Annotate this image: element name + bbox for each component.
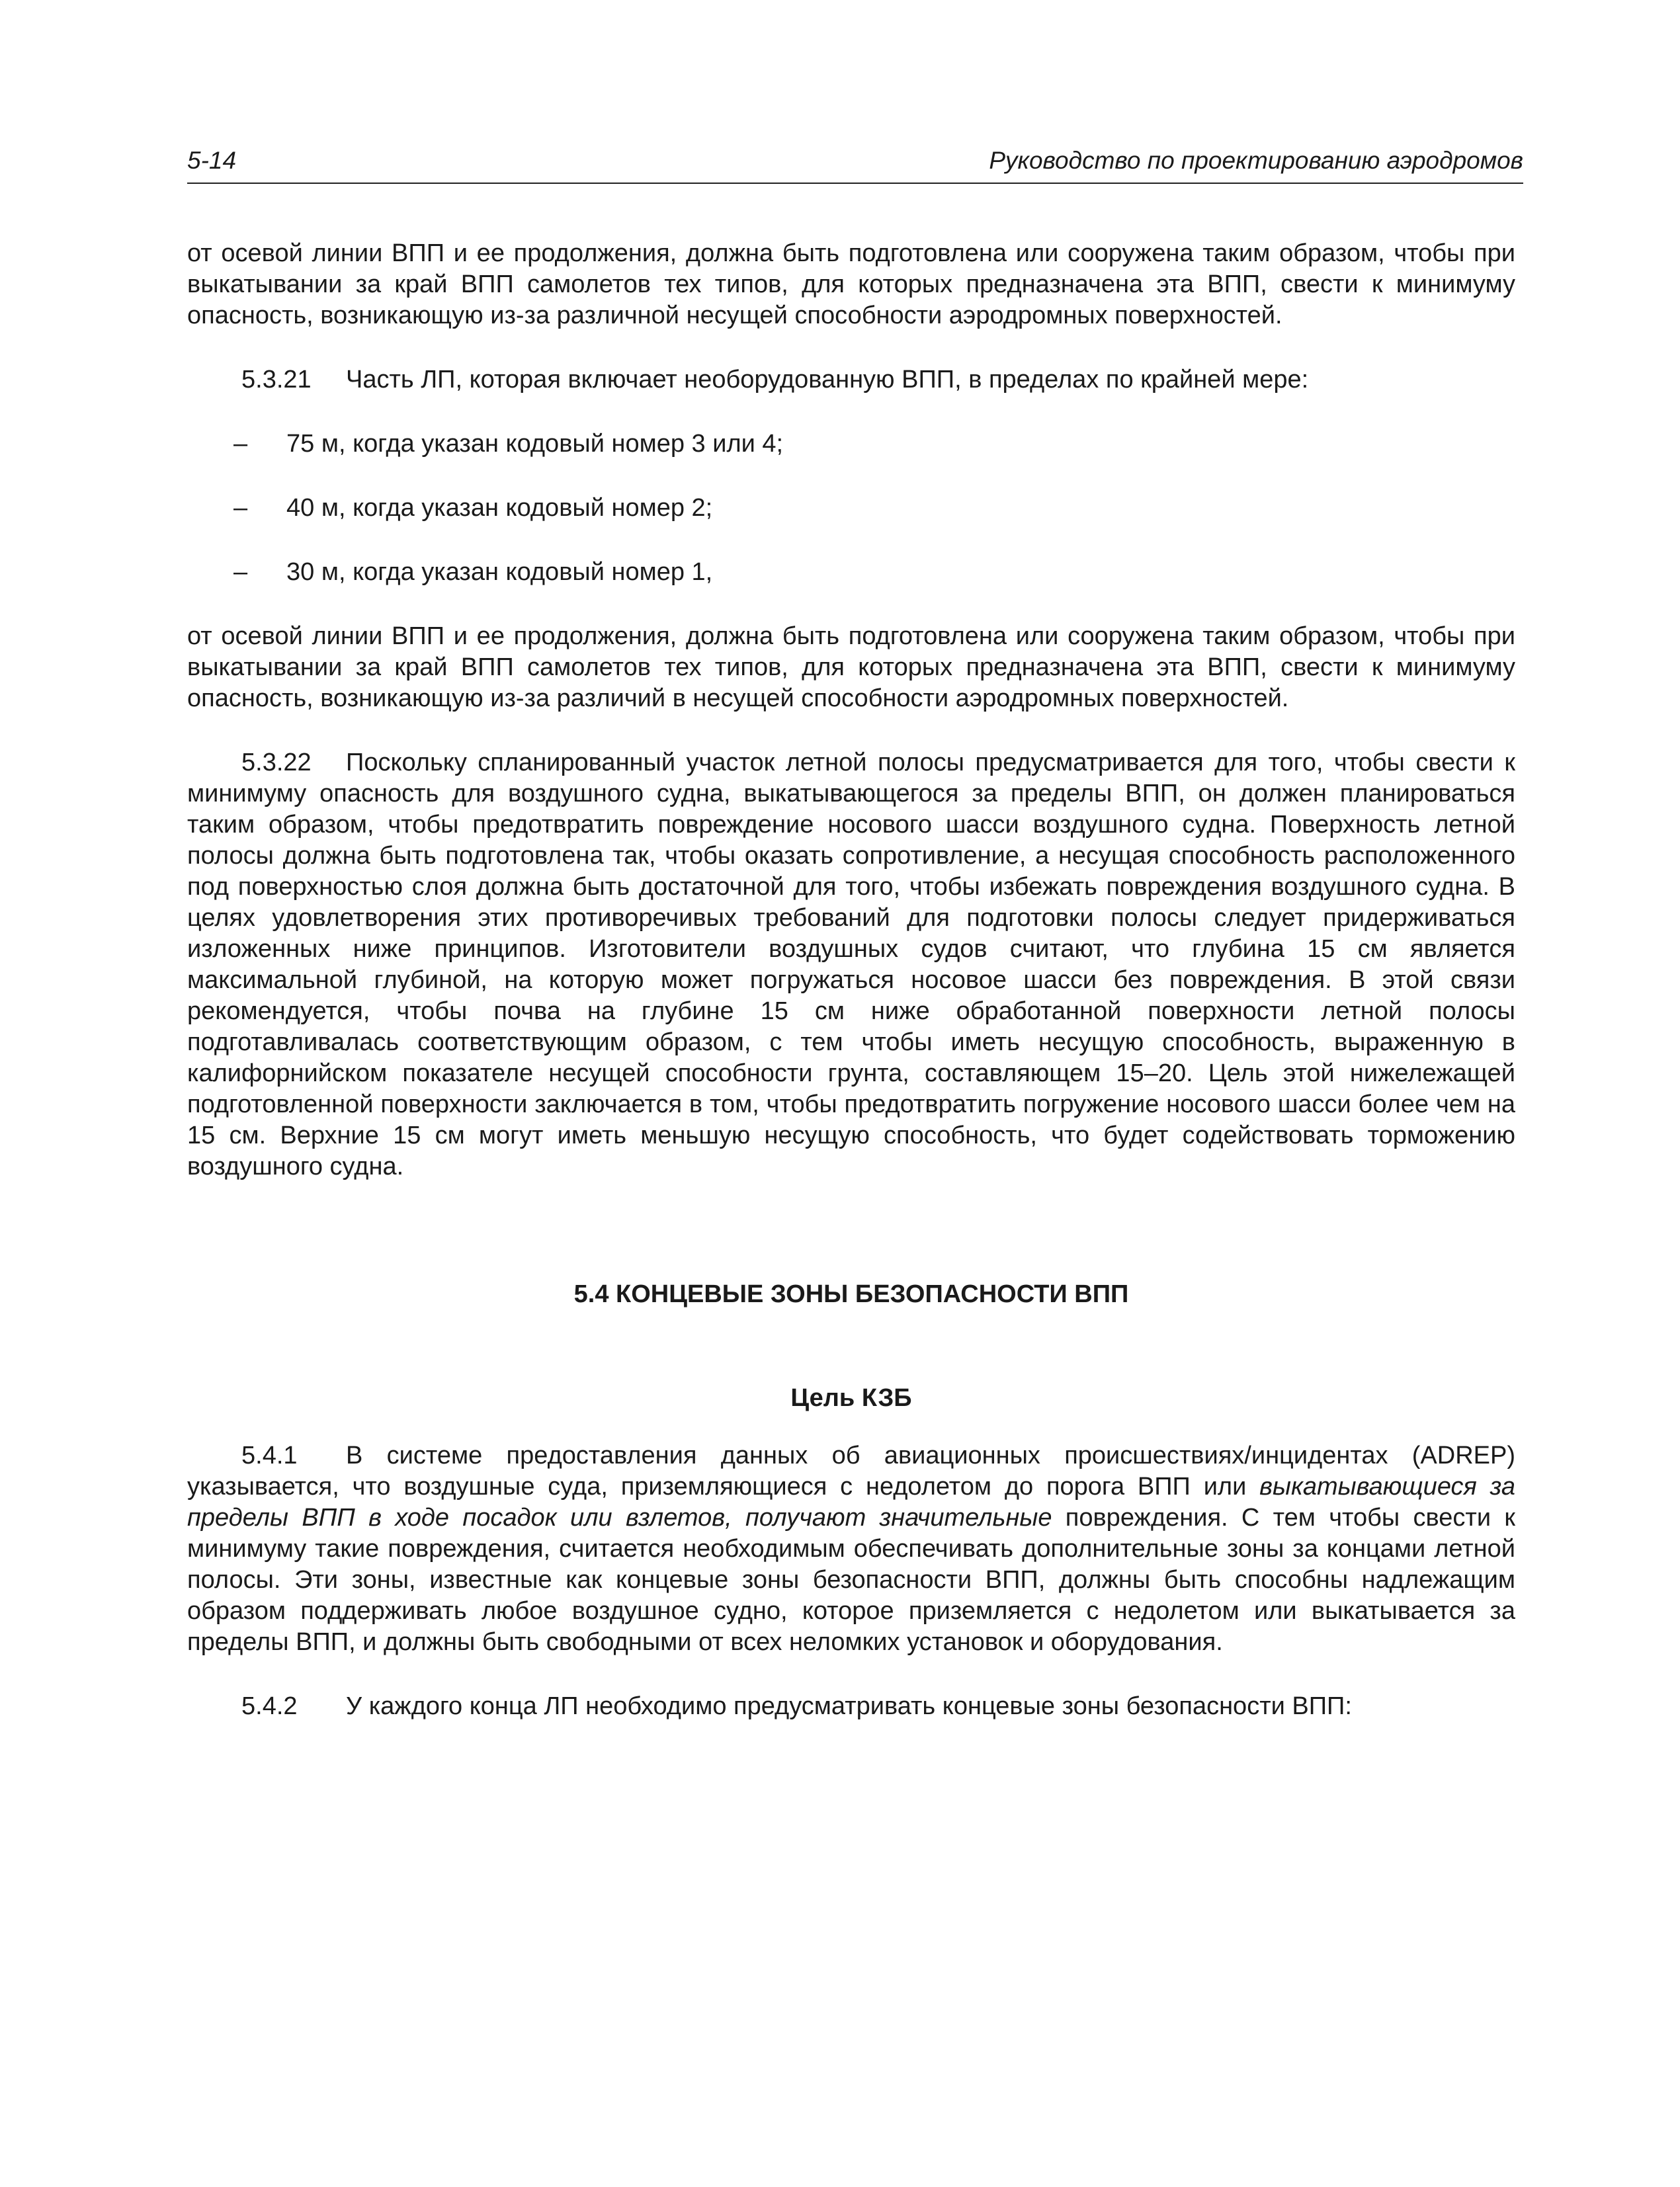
running-title: Руководство по проектированию аэродромов bbox=[989, 147, 1523, 174]
paragraph-5-3-22 bbox=[187, 747, 1515, 1182]
list-item-text: 40 м, когда указан кодовый номер 2; bbox=[286, 494, 713, 522]
clause-number: 5.3.22 bbox=[241, 749, 312, 776]
paragraph-5-4-1 bbox=[187, 1440, 1515, 1658]
paragraph-continuation-2: от осевой линии ВПП и ее продолжения, должна быть подготовлена или сооружена таким образом, чтобы при выкатывании за край ВПП самолетов тех типов, для которых предназначена эта ВПП, свести к минимуму опасность, возникающую из-за различий в несущей способности аэродромных поверхностей. bbox=[187, 622, 1515, 712]
clause-text: У каждого конца ЛП необходимо предусматривать концевые зоны безопасности ВПП: bbox=[346, 1692, 1352, 1720]
list-item bbox=[187, 429, 1515, 460]
list-item-text: 30 м, когда указан кодовый номер 1, bbox=[286, 558, 713, 586]
list-item-text: 75 м, когда указан кодовый номер 3 или 4; bbox=[286, 430, 784, 458]
page-header bbox=[187, 147, 1523, 185]
clause-text-cont: повреждения. С тем чтобы свести к минимуму такие повреждения, считается необходимым обеспечивать дополнительные зоны за концами летной полосы. Эти зоны, известные как концевые зоны безопасности ВПП, должны быть способны надлежащим образом поддерживать любое воздушное судно, которое приземляется с недолетом или выкатывается за пределы ВПП, и должны быть свободными от всех неломких установок и оборудования. bbox=[187, 1504, 1515, 1656]
document-body bbox=[187, 238, 1515, 1722]
list-dash: – bbox=[233, 558, 248, 586]
clause-text-italic: выкатывающиеся за пределы ВПП в ходе посадок или взлетов, получают значительные bbox=[187, 1473, 1516, 1532]
paragraph-5-3-21 bbox=[187, 364, 1515, 395]
section-heading: 5.4 КОНЦЕВЫЕ ЗОНЫ БЕЗОПАСНОСТИ ВПП bbox=[573, 1280, 1129, 1308]
clause-text: В системе предоставления данных об авиационных происшествиях/инцидентах (ADREP) указывается, что воздушные суда, приземляющиеся с недолетом до порога ВПП или bbox=[187, 1442, 1515, 1501]
paragraph-continuation: от осевой линии ВПП и ее продолжения, должна быть подготовлена или сооружена таким образом, чтобы при выкатывании за край ВПП самолетов тех типов, для которых предназначена эта ВПП, свести к минимуму опасность, возникающую из-за различной несущей способности аэродромных поверхностей. bbox=[187, 239, 1515, 329]
clause-text: Часть ЛП, которая включает необорудованную ВПП, в пределах по крайней мере: bbox=[346, 366, 1309, 393]
list-dash: – bbox=[233, 494, 248, 522]
paragraph-5-4-2 bbox=[187, 1691, 1515, 1722]
clause-number: 5.4.2 bbox=[241, 1692, 298, 1720]
clause-number: 5.3.21 bbox=[241, 366, 312, 393]
list-item bbox=[187, 557, 1515, 588]
clause-text: Поскольку спланированный участок летной полосы предусматривается для того, чтобы свести к минимуму опасность для воздушного судна, выкатывающегося за пределы ВПП, он должен планироваться таким образом, чтобы предотвратить повреждение носового шасси воздушного судна. Поверхность летной полосы должна быть подготовлена так, чтобы оказать сопротивление, а несущая способность расположенного под поверхностью слоя должна быть достаточной для того, чтобы избежать повреждения воздушного судна. В целях удовлетворения этих противоречивых требований для подготовки полосы следует придерживаться изложенных ниже принципов. Изготовители воздушных судов считают, что глубина 15 см является максимальной глубиной, на которую может погружаться носовое шасси без повреждения. В этой связи рекомендуется, чтобы почва на глубине 15 см ниже обработанной поверхности летной полосы подготавливалась соответствующим образом, с тем чтобы иметь несущую способность, выраженную в калифорнийском показателе несущей способности грунта, составляющем 15–20. Цель этой нижележащей подготовленной поверхности заключается в том, чтобы предотвратить погружение носового шасси более чем на 15 см. Верхние 15 см могут иметь меньшую несущую способность, что будет содействовать торможению воздушного судна. bbox=[187, 749, 1515, 1180]
clause-number: 5.4.1 bbox=[241, 1442, 298, 1469]
subsection-heading: Цель КЗБ bbox=[790, 1384, 912, 1412]
list-dash: – bbox=[233, 430, 248, 458]
page-number: 5-14 bbox=[187, 147, 237, 174]
list-item bbox=[187, 493, 1515, 524]
header-rule bbox=[187, 183, 1523, 184]
